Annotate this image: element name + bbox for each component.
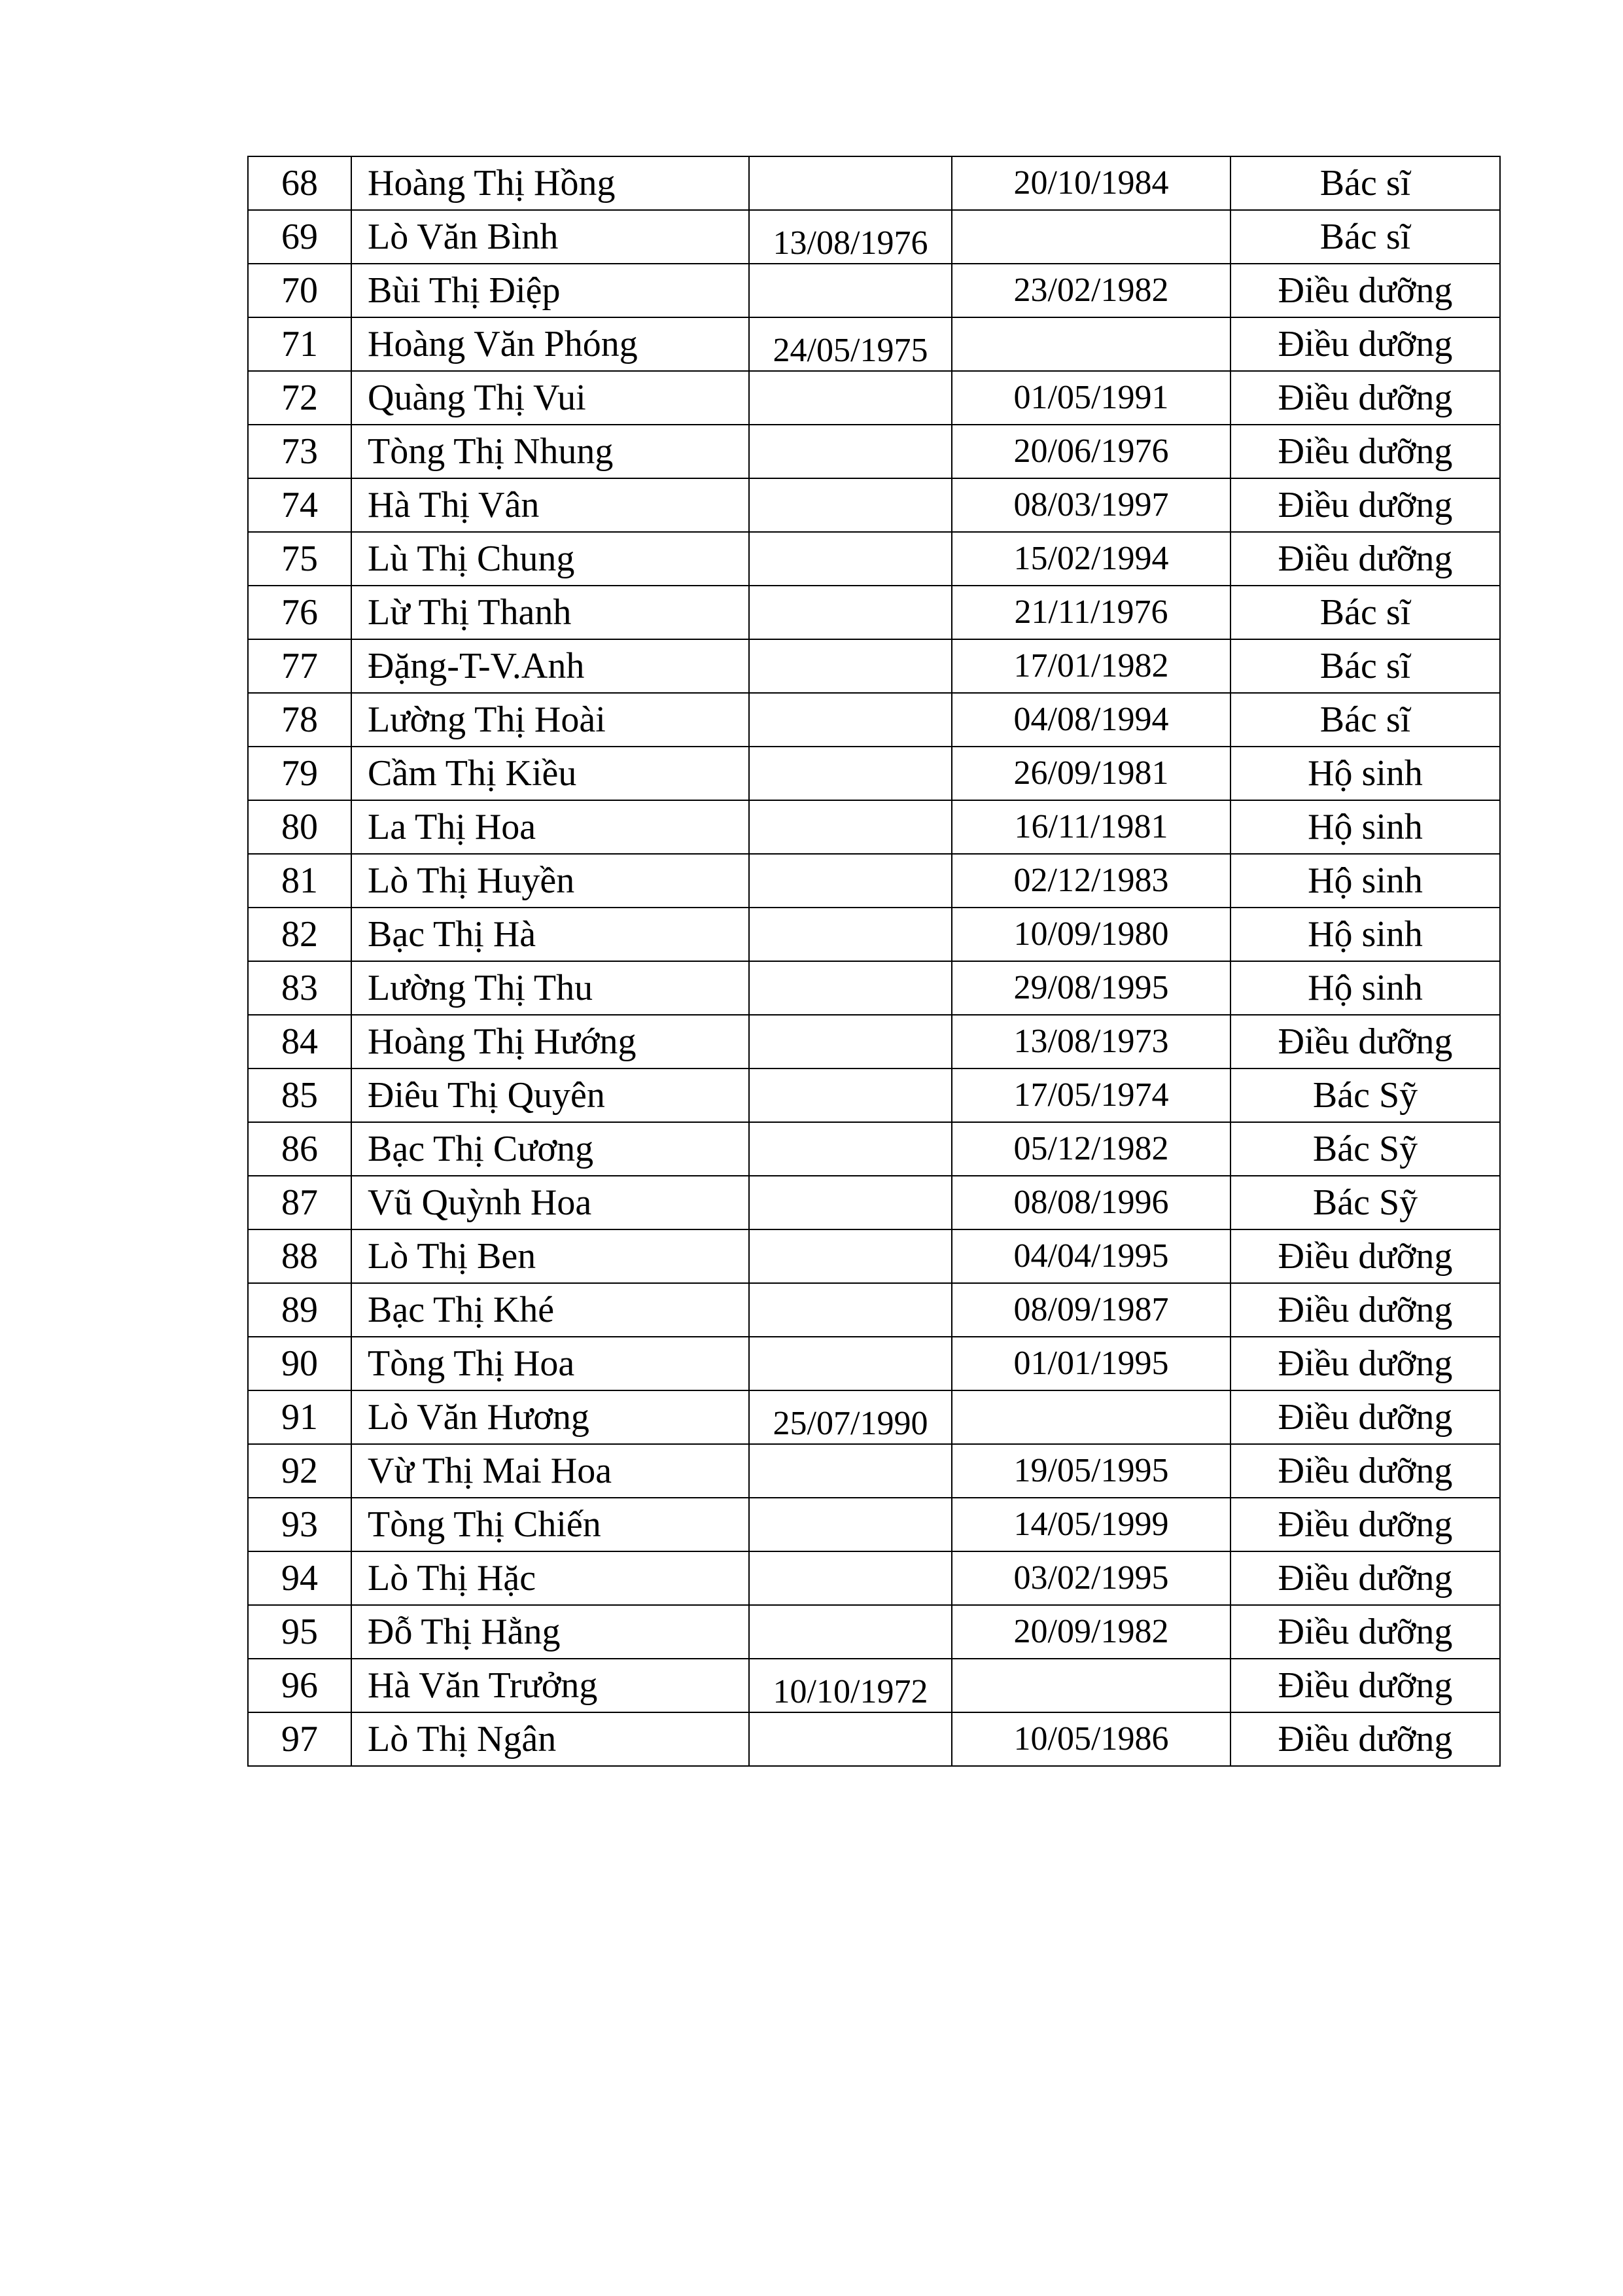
staff-name: Tòng Thị Chiến	[351, 1498, 749, 1551]
birth-date-male	[749, 532, 952, 586]
birth-date-female: 14/05/1999	[952, 1498, 1230, 1551]
birth-date-male	[749, 1122, 952, 1176]
staff-position: Điều dưỡng	[1230, 425, 1500, 478]
row-number: 96	[248, 1659, 351, 1712]
table-row	[248, 1283, 1500, 1337]
table-row	[248, 908, 1500, 961]
birth-date-female	[952, 317, 1230, 371]
staff-position: Điều dưỡng	[1230, 1229, 1500, 1283]
birth-date-male	[749, 693, 952, 747]
staff-position: Hộ sinh	[1230, 747, 1500, 800]
birth-date-male	[749, 586, 952, 639]
staff-position: Điều dưỡng	[1230, 1015, 1500, 1069]
table-row	[248, 961, 1500, 1015]
staff-name: Điêu Thị Quyên	[351, 1069, 749, 1122]
birth-date-male	[749, 1229, 952, 1283]
staff-position: Điều dưỡng	[1230, 1659, 1500, 1712]
staff-name: Lò Thị Huyền	[351, 854, 749, 908]
table-row	[248, 1498, 1500, 1551]
birth-date-male: 10/10/1972	[749, 1659, 952, 1712]
birth-date-male	[749, 1069, 952, 1122]
table-row	[248, 747, 1500, 800]
birth-date-male	[749, 1337, 952, 1390]
table-row	[248, 1122, 1500, 1176]
birth-date-male	[749, 1176, 952, 1229]
staff-name: La Thị Hoa	[351, 800, 749, 854]
birth-date-female: 20/06/1976	[952, 425, 1230, 478]
staff-position: Bác sĩ	[1230, 693, 1500, 747]
staff-position: Điều dưỡng	[1230, 1444, 1500, 1498]
row-number: 73	[248, 425, 351, 478]
table-row	[248, 1337, 1500, 1390]
row-number: 71	[248, 317, 351, 371]
staff-name: Hà Thị Vân	[351, 478, 749, 532]
table-row	[248, 317, 1500, 371]
row-number: 78	[248, 693, 351, 747]
staff-position: Điều dưỡng	[1230, 264, 1500, 317]
staff-name: Hoàng Văn Phóng	[351, 317, 749, 371]
table-row	[248, 1605, 1500, 1659]
birth-date-female: 08/09/1987	[952, 1283, 1230, 1337]
staff-position: Điều dưỡng	[1230, 371, 1500, 425]
staff-name: Cầm Thị Kiều	[351, 747, 749, 800]
staff-position: Hộ sinh	[1230, 854, 1500, 908]
table-row	[248, 1069, 1500, 1122]
staff-position: Hộ sinh	[1230, 908, 1500, 961]
staff-name: Vừ Thị Mai Hoa	[351, 1444, 749, 1498]
birth-date-male	[749, 1444, 952, 1498]
birth-date-female: 08/08/1996	[952, 1176, 1230, 1229]
birth-date-female: 04/08/1994	[952, 693, 1230, 747]
birth-date-female	[952, 1659, 1230, 1712]
table-row	[248, 1659, 1500, 1712]
staff-name: Tòng Thị Nhung	[351, 425, 749, 478]
row-number: 85	[248, 1069, 351, 1122]
staff-name: Tòng Thị Hoa	[351, 1337, 749, 1390]
staff-position: Hộ sinh	[1230, 961, 1500, 1015]
table-row	[248, 800, 1500, 854]
table-row	[248, 532, 1500, 586]
table-row	[248, 1444, 1500, 1498]
birth-date-male	[749, 1015, 952, 1069]
row-number: 77	[248, 639, 351, 693]
row-number: 97	[248, 1712, 351, 1766]
staff-position: Điều dưỡng	[1230, 1337, 1500, 1390]
birth-date-female: 01/05/1991	[952, 371, 1230, 425]
staff-position: Bác sĩ	[1230, 586, 1500, 639]
birth-date-male	[749, 1605, 952, 1659]
table-row	[248, 156, 1500, 210]
birth-date-male	[749, 264, 952, 317]
staff-name: Bạc Thị Cương	[351, 1122, 749, 1176]
staff-name: Đặng-T-V.Anh	[351, 639, 749, 693]
birth-date-male: 13/08/1976	[749, 210, 952, 264]
row-number: 72	[248, 371, 351, 425]
staff-name: Hoàng Thị Hồng	[351, 156, 749, 210]
staff-name: Bạc Thị Khé	[351, 1283, 749, 1337]
row-number: 91	[248, 1390, 351, 1444]
birth-date-male	[749, 639, 952, 693]
staff-name: Lường Thị Hoài	[351, 693, 749, 747]
birth-date-male	[749, 747, 952, 800]
row-number: 86	[248, 1122, 351, 1176]
birth-date-female: 04/04/1995	[952, 1229, 1230, 1283]
birth-date-female: 23/02/1982	[952, 264, 1230, 317]
staff-position: Bác Sỹ	[1230, 1122, 1500, 1176]
staff-name: Lò Thị Ben	[351, 1229, 749, 1283]
birth-date-male	[749, 425, 952, 478]
table-row	[248, 1015, 1500, 1069]
birth-date-female: 10/09/1980	[952, 908, 1230, 961]
staff-position: Điều dưỡng	[1230, 1390, 1500, 1444]
table-row	[248, 1390, 1500, 1444]
table-row	[248, 425, 1500, 478]
row-number: 81	[248, 854, 351, 908]
birth-date-female: 05/12/1982	[952, 1122, 1230, 1176]
staff-name: Lường Thị Thu	[351, 961, 749, 1015]
birth-date-female: 21/11/1976	[952, 586, 1230, 639]
birth-date-female: 13/08/1973	[952, 1015, 1230, 1069]
row-number: 87	[248, 1176, 351, 1229]
staff-name: Lò Thị Ngân	[351, 1712, 749, 1766]
birth-date-male	[749, 1498, 952, 1551]
staff-position: Điều dưỡng	[1230, 1498, 1500, 1551]
birth-date-male	[749, 908, 952, 961]
row-number: 79	[248, 747, 351, 800]
row-number: 90	[248, 1337, 351, 1390]
table-row	[248, 586, 1500, 639]
staff-name: Vũ Quỳnh Hoa	[351, 1176, 749, 1229]
birth-date-female	[952, 1390, 1230, 1444]
staff-table	[247, 156, 1501, 1767]
staff-name: Quàng Thị Vui	[351, 371, 749, 425]
table-row	[248, 639, 1500, 693]
table-row	[248, 1551, 1500, 1605]
staff-position: Điều dưỡng	[1230, 478, 1500, 532]
staff-name: Bùi Thị Điệp	[351, 264, 749, 317]
birth-date-female: 20/09/1982	[952, 1605, 1230, 1659]
birth-date-male: 25/07/1990	[749, 1390, 952, 1444]
row-number: 92	[248, 1444, 351, 1498]
row-number: 94	[248, 1551, 351, 1605]
table-row	[248, 371, 1500, 425]
birth-date-female: 17/01/1982	[952, 639, 1230, 693]
staff-position: Điều dưỡng	[1230, 1712, 1500, 1766]
table-row	[248, 1176, 1500, 1229]
row-number: 68	[248, 156, 351, 210]
birth-date-female: 26/09/1981	[952, 747, 1230, 800]
birth-date-female: 16/11/1981	[952, 800, 1230, 854]
table-row	[248, 264, 1500, 317]
birth-date-female: 10/05/1986	[952, 1712, 1230, 1766]
row-number: 70	[248, 264, 351, 317]
staff-position: Bác Sỹ	[1230, 1069, 1500, 1122]
staff-position: Điều dưỡng	[1230, 317, 1500, 371]
birth-date-female: 15/02/1994	[952, 532, 1230, 586]
row-number: 95	[248, 1605, 351, 1659]
birth-date-male	[749, 961, 952, 1015]
row-number: 83	[248, 961, 351, 1015]
row-number: 89	[248, 1283, 351, 1337]
row-number: 69	[248, 210, 351, 264]
staff-position: Điều dưỡng	[1230, 1605, 1500, 1659]
table-row	[248, 1229, 1500, 1283]
staff-position: Bác sĩ	[1230, 210, 1500, 264]
birth-date-female: 29/08/1995	[952, 961, 1230, 1015]
staff-name: Hoàng Thị Hướng	[351, 1015, 749, 1069]
birth-date-female: 02/12/1983	[952, 854, 1230, 908]
birth-date-female: 17/05/1974	[952, 1069, 1230, 1122]
birth-date-male	[749, 1551, 952, 1605]
birth-date-female: 20/10/1984	[952, 156, 1230, 210]
birth-date-female: 01/01/1995	[952, 1337, 1230, 1390]
birth-date-male	[749, 854, 952, 908]
row-number: 84	[248, 1015, 351, 1069]
staff-position: Hộ sinh	[1230, 800, 1500, 854]
staff-position: Bác sĩ	[1230, 639, 1500, 693]
staff-position: Bác sĩ	[1230, 156, 1500, 210]
birth-date-female: 03/02/1995	[952, 1551, 1230, 1605]
staff-name: Lừ Thị Thanh	[351, 586, 749, 639]
birth-date-male	[749, 371, 952, 425]
birth-date-male	[749, 478, 952, 532]
table-row	[248, 478, 1500, 532]
staff-name: Hà Văn Trưởng	[351, 1659, 749, 1712]
row-number: 75	[248, 532, 351, 586]
birth-date-male	[749, 800, 952, 854]
row-number: 88	[248, 1229, 351, 1283]
staff-position: Điều dưỡng	[1230, 532, 1500, 586]
birth-date-female: 19/05/1995	[952, 1444, 1230, 1498]
row-number: 80	[248, 800, 351, 854]
row-number: 82	[248, 908, 351, 961]
staff-name: Lò Thị Hặc	[351, 1551, 749, 1605]
birth-date-female: 08/03/1997	[952, 478, 1230, 532]
staff-name: Lò Văn Bình	[351, 210, 749, 264]
staff-position: Điều dưỡng	[1230, 1283, 1500, 1337]
row-number: 93	[248, 1498, 351, 1551]
birth-date-female	[952, 210, 1230, 264]
staff-name: Lù Thị Chung	[351, 532, 749, 586]
table-row	[248, 210, 1500, 264]
staff-position: Bác Sỹ	[1230, 1176, 1500, 1229]
table-row	[248, 854, 1500, 908]
birth-date-male: 24/05/1975	[749, 317, 952, 371]
table-row	[248, 1712, 1500, 1766]
staff-name: Lò Văn Hương	[351, 1390, 749, 1444]
birth-date-male	[749, 156, 952, 210]
row-number: 76	[248, 586, 351, 639]
birth-date-male	[749, 1283, 952, 1337]
table-row	[248, 693, 1500, 747]
staff-name: Bạc Thị Hà	[351, 908, 749, 961]
staff-position: Điều dưỡng	[1230, 1551, 1500, 1605]
staff-name: Đỗ Thị Hằng	[351, 1605, 749, 1659]
birth-date-male	[749, 1712, 952, 1766]
staff-table-body	[248, 156, 1500, 1766]
row-number: 74	[248, 478, 351, 532]
